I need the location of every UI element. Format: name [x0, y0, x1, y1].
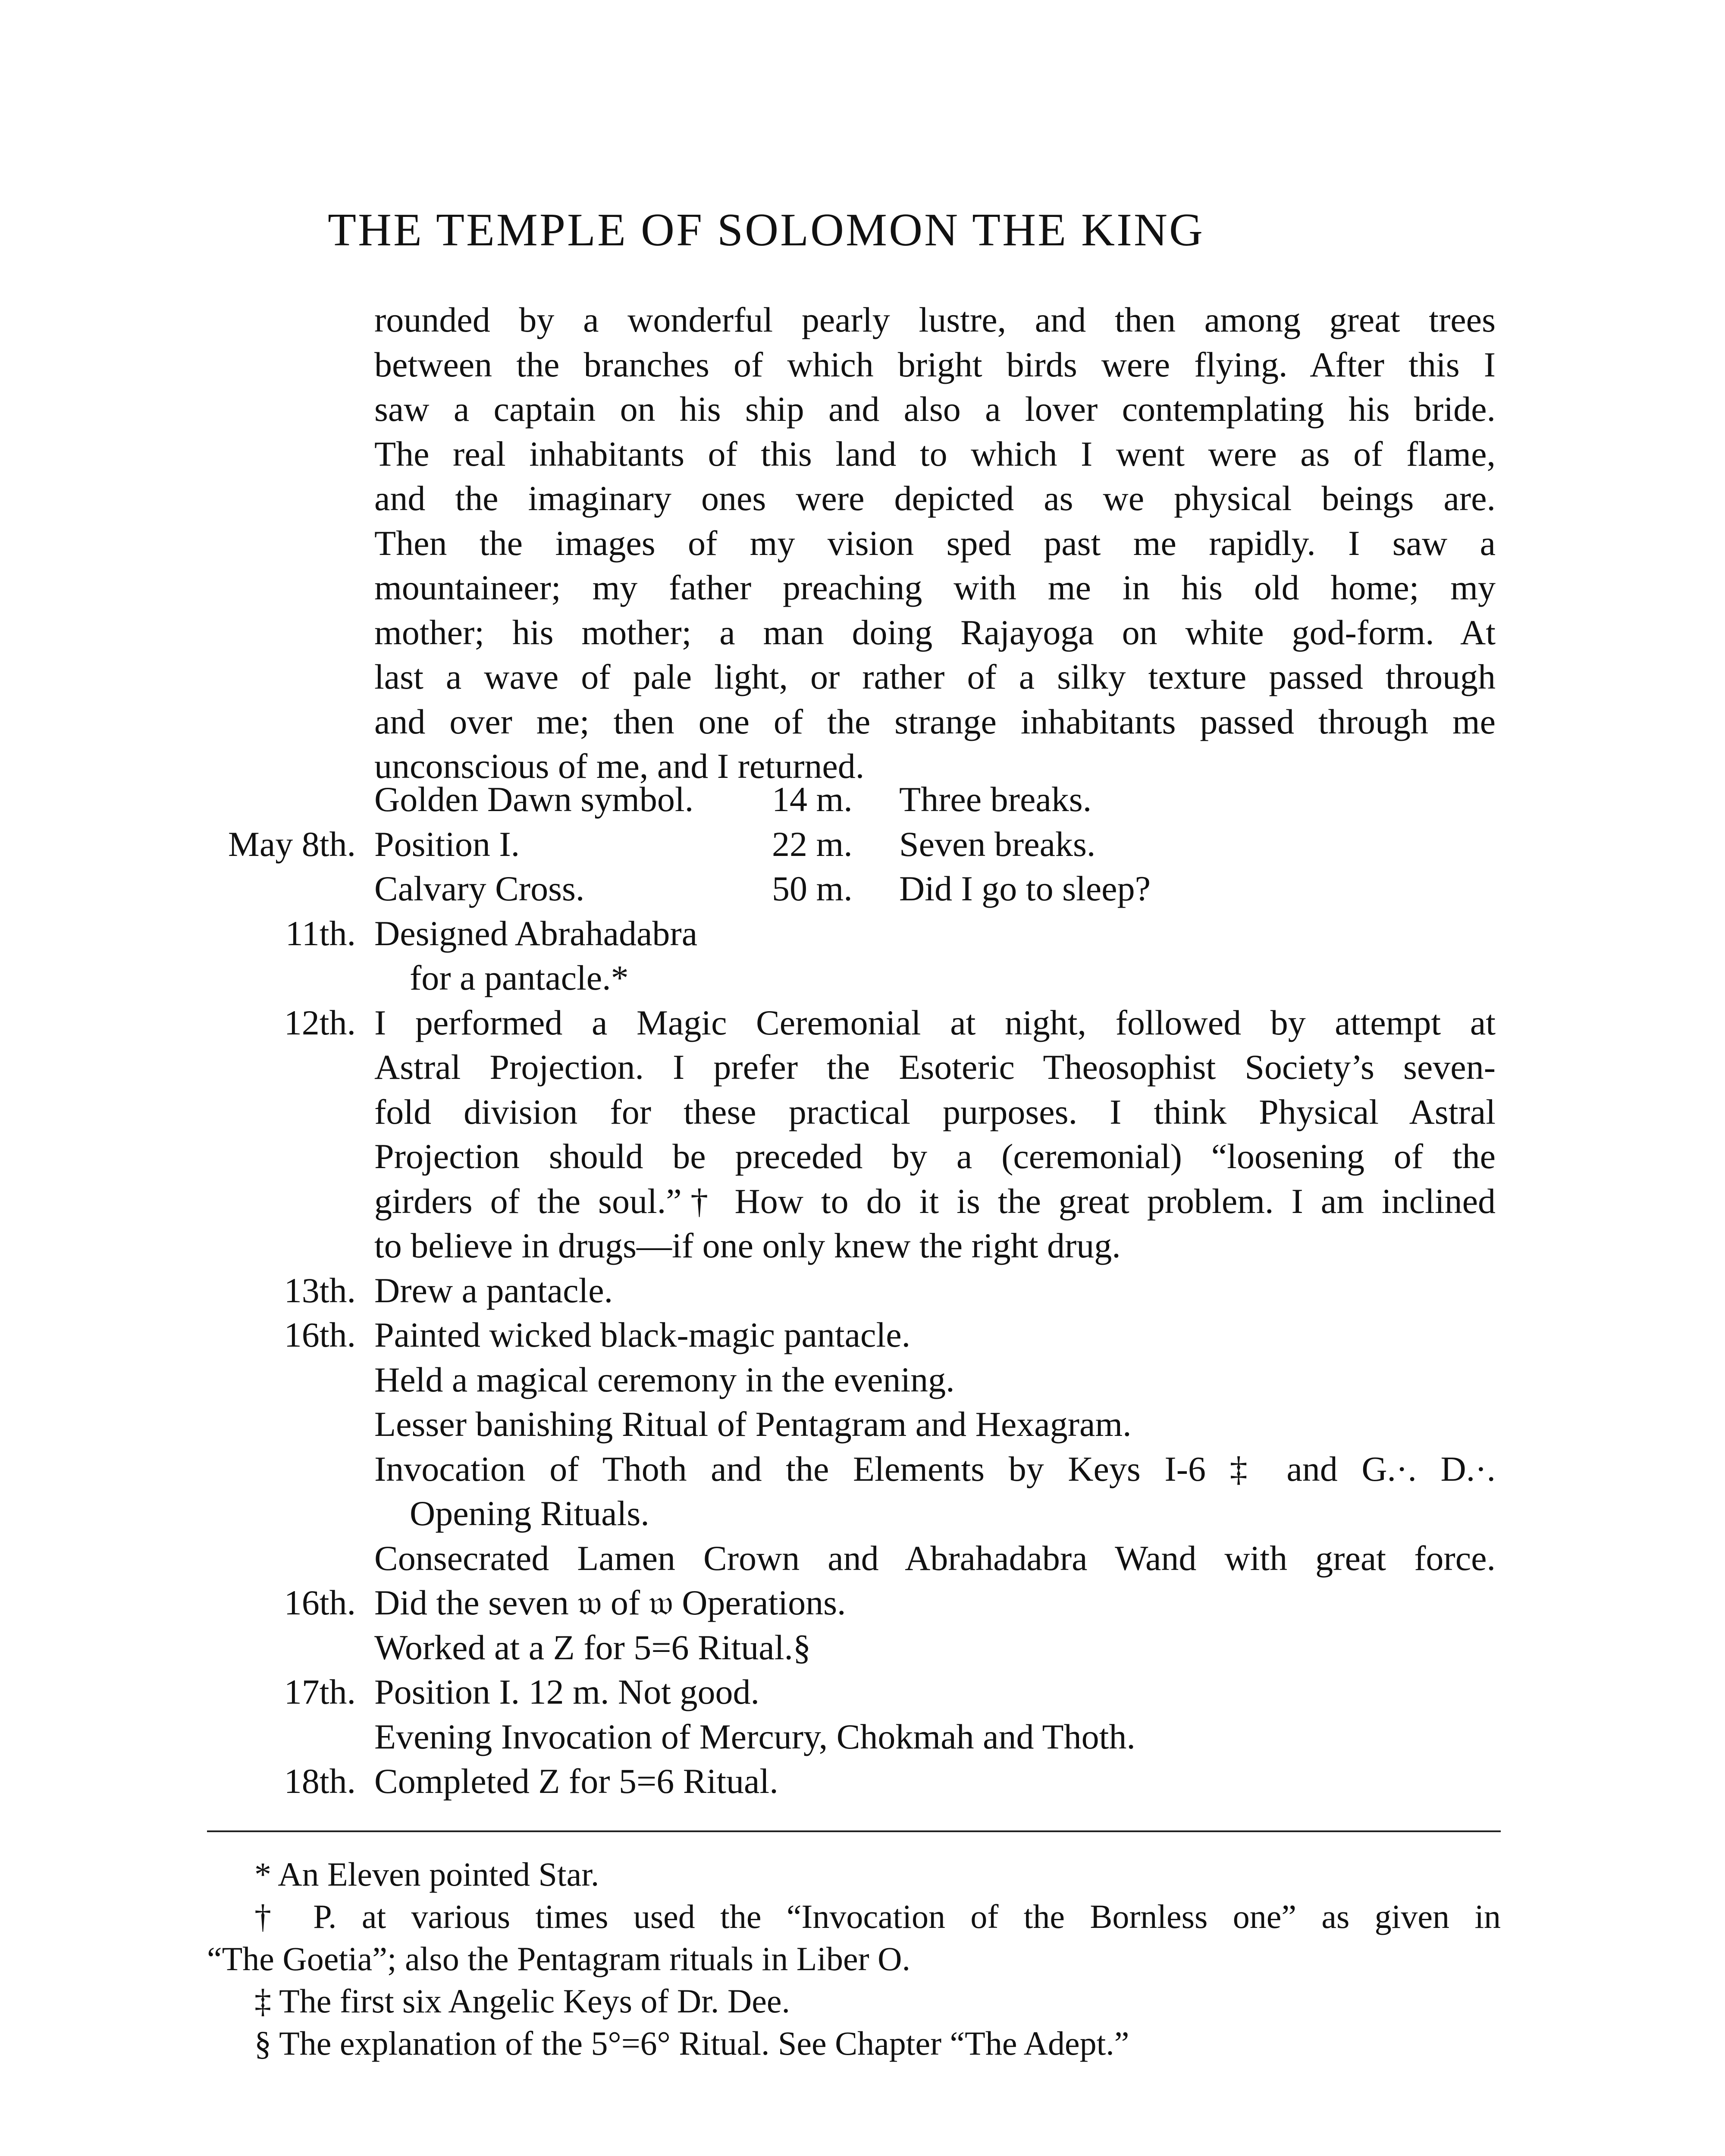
paragraph-line: Then the images of my vision sped past me rapidly. I saw a [374, 523, 1496, 563]
entry-date: 17th. [284, 1672, 356, 1711]
entry-text: to believe in drugs—if one only knew the right drug. [374, 1226, 1121, 1265]
entry-row [0, 1580, 1725, 1625]
entry-date: May 8th. [228, 824, 356, 864]
paragraph-line: between the branches of which bright birds were flying. After this I [374, 345, 1496, 384]
paragraph-line: and over me; then one of the strange inhabitants passed through me [374, 702, 1496, 741]
diary-entries [0, 777, 1725, 1804]
entry-text: Lesser banishing Ritual of Pentagram and Hexagram. [374, 1404, 1132, 1444]
entry-row [0, 1223, 1725, 1268]
practice-note: Seven breaks. [899, 824, 1096, 864]
entry-text: Drew a pantacle. [374, 1270, 613, 1310]
entry-row [0, 1625, 1725, 1670]
practice-note: Three breaks. [899, 780, 1092, 819]
entry-row [0, 1402, 1725, 1447]
footnote-dagger-continued: “The Goetia”; also the Pentagram rituals in Liber O. [207, 1940, 910, 1977]
footnote-section: § The explanation of the 5°=6° Ritual. See Chapter “The Adept.” [254, 2024, 1129, 2062]
footnotes [207, 1853, 1501, 2065]
paragraph-line: mountaineer; my father preaching with me in his old home; my [374, 568, 1496, 607]
paragraph-line: unconscious of me, and I returned. [374, 746, 865, 786]
entry-date: 18th. [284, 1761, 356, 1801]
entry-row [0, 1447, 1725, 1492]
vision-paragraph [374, 298, 1496, 789]
entry-row [0, 1670, 1725, 1714]
paragraph-line: saw a captain on his ship and also a lover contemplating his bride. [374, 389, 1496, 429]
practice-row [0, 777, 1725, 822]
entry-text: Consecrated Lamen Crown and Abrahadabra Wand with great force. [374, 1538, 1496, 1578]
entry-row [0, 1268, 1725, 1313]
entry-text: I performed a Magic Ceremonial at night, followed by attempt at [374, 1003, 1496, 1042]
entry-row [0, 956, 1725, 1000]
practice-row [0, 822, 1725, 867]
entry-text: Invocation of Thoth and the Elements by Keys I-6 ‡ and G.·. D.·. [374, 1449, 1496, 1489]
entry-text: Worked at a Z for 5=6 Ritual.§ [374, 1627, 811, 1667]
entry-text: girders of the soul.”† How to do it is the great problem. I am inclined [374, 1181, 1496, 1221]
entry-text: Position I. 12 m. Not good. [374, 1672, 759, 1711]
entry-text: Did the seven 𝔴 of 𝔴 Operations. [374, 1583, 846, 1622]
practice-minutes: 14 m. [772, 780, 853, 819]
entry-text: Opening Rituals. [410, 1494, 649, 1533]
paragraph-line: and the imaginary ones were depicted as we physical beings are. [374, 479, 1496, 518]
entry-date: 13th. [284, 1270, 356, 1310]
paragraph-line: rounded by a wonderful pearly lustre, and then among great trees [374, 300, 1496, 339]
running-head: THE TEMPLE OF SOLOMON THE KING [328, 204, 1204, 256]
entry-text: fold division for these practical purposes. I think Physical Astral [374, 1092, 1496, 1131]
entry-row [0, 1491, 1725, 1536]
entry-text: Astral Projection. I prefer the Esoteric Theosophist Society’s seven- [374, 1047, 1496, 1087]
entry-date: 16th. [284, 1583, 356, 1622]
entry-text: Held a magical ceremony in the evening. [374, 1360, 955, 1399]
entry-text: for a pantacle.* [410, 958, 629, 997]
practice-name: Golden Dawn symbol. [374, 780, 694, 819]
entry-row [0, 1313, 1725, 1357]
practice-minutes: 50 m. [772, 869, 853, 908]
practice-name: Calvary Cross. [374, 869, 585, 908]
footnote-star: * An Eleven pointed Star. [254, 1855, 599, 1893]
entry-row [0, 1134, 1725, 1179]
entry-row [0, 1357, 1725, 1402]
paragraph-line: The real inhabitants of this land to which I went were as of flame, [374, 434, 1496, 473]
entry-row [0, 1179, 1725, 1224]
footnote-dagger: † P. at various times used the “Invocation of the Bornless one” as given in [254, 1898, 1501, 1935]
practice-note: Did I go to sleep? [899, 869, 1151, 908]
entry-date: 11th. [285, 913, 356, 953]
entry-row [0, 1045, 1725, 1090]
entry-row [0, 1090, 1725, 1134]
practice-minutes: 22 m. [772, 824, 853, 864]
entry-date: 12th. [284, 1003, 356, 1042]
entry-text: Evening Invocation of Mercury, Chokmah and Thoth. [374, 1717, 1135, 1756]
entry-text: Designed Abrahadabra [374, 913, 698, 953]
entry-text: Painted wicked black-magic pantacle. [374, 1315, 911, 1354]
practice-row [0, 866, 1725, 911]
entry-date: 16th. [284, 1315, 356, 1354]
paragraph-line: mother; his mother; a man doing Rajayoga on white god-form. At [374, 612, 1496, 652]
paragraph-line: last a wave of pale light, or rather of a silky texture passed through [374, 657, 1496, 696]
entry-row [0, 1536, 1725, 1581]
entry-row [0, 1759, 1725, 1804]
footnote-rule [207, 1830, 1501, 1832]
entry-text: Projection should be preceded by a (ceremonial) “loosening of the [374, 1137, 1496, 1176]
entry-row [0, 1000, 1725, 1045]
entry-row [0, 911, 1725, 956]
entry-text: Completed Z for 5=6 Ritual. [374, 1761, 778, 1801]
practice-name: Position I. [374, 824, 520, 864]
footnote-double-dagger: ‡ The first six Angelic Keys of Dr. Dee. [254, 1982, 790, 2020]
entry-row [0, 1714, 1725, 1759]
